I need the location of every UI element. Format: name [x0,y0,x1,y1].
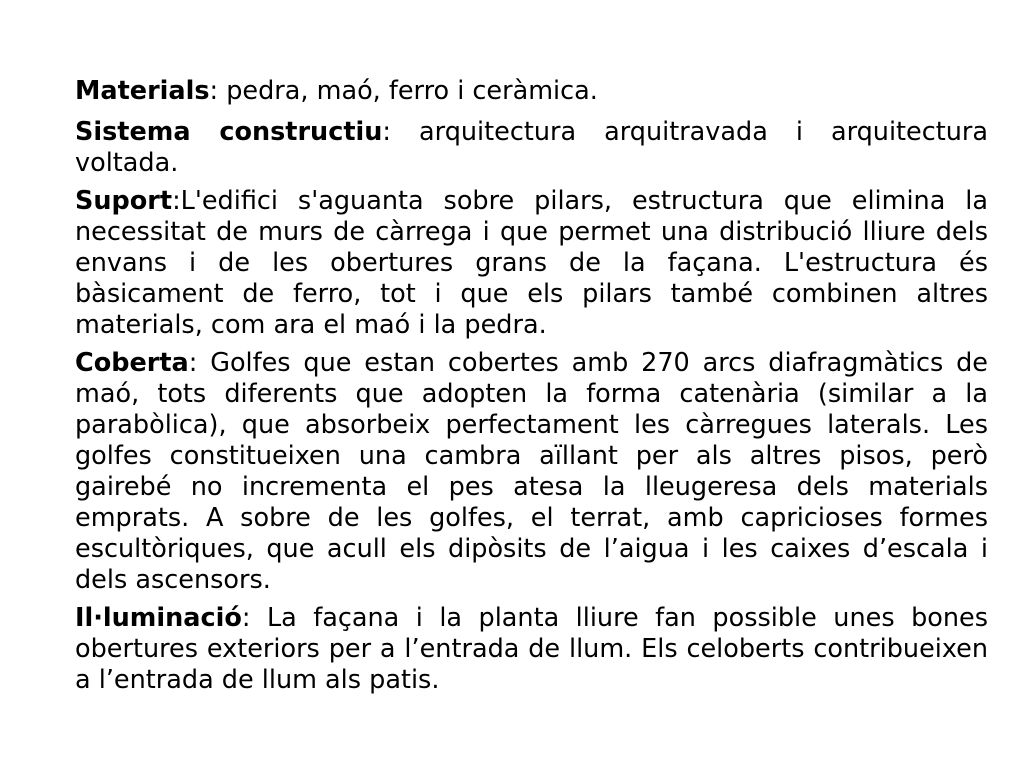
paragraph-text: L'edifici s'aguanta sobre pilars, estructura que elimina la necessitat de murs de càrrega i que permet una distribució lliure dels envans i de les obertures grans de la façana. L'estructura és bàsicament de ferro, tot i que els pilars també combinen altres materials, com ara el maó i la pedra. [75,186,988,340]
separator: : [241,603,267,633]
paragraph-text: Golfes que estan cobertes amb 270 arcs diafragmàtics de maó, tots diferents que adopten la forma catenària (similar a la parabòlica), que absorbeix perfectament les càrregues laterals. Les golfes constitueixen una cambra aïllant per als altres pisos, però gairebé no incrementa el pes atesa la lleugeresa dels materials emprats. A sobre de les golfes, el terrat, amb capricioses formes escultòriques, que acull els dipòsits de l’aigua i les caixes d’escala i dels ascensors. [75,348,988,595]
separator: : [209,76,227,106]
paragraph-sistema-constructiu [75,117,988,179]
term-materials: Materials [75,76,210,106]
paragraph-text: arquitectura arquitravada i arquitectura voltada. [75,117,989,178]
separator: : [188,348,211,378]
paragraph-coberta [75,348,988,596]
paragraph-text: pedra, maó, ferro i ceràmica. [226,76,598,106]
paragraph-il-luminacio [75,603,988,696]
slide-body [75,76,988,703]
separator: : [172,186,181,216]
term-il-luminacio: Il·luminació [75,603,242,633]
paragraph-materials [75,76,988,107]
paragraph-suport [75,186,988,341]
separator: : [382,117,420,147]
term-coberta: Coberta [75,348,189,378]
term-sistema-constructiu: Sistema constructiu [75,117,383,147]
term-suport: Suport [75,186,173,216]
paragraph-text: La façana i la planta lliure fan possible unes bones obertures exteriors per a l’entrada de llum. Els celoberts contribueixen a l’entrada de llum als patis. [75,603,989,695]
